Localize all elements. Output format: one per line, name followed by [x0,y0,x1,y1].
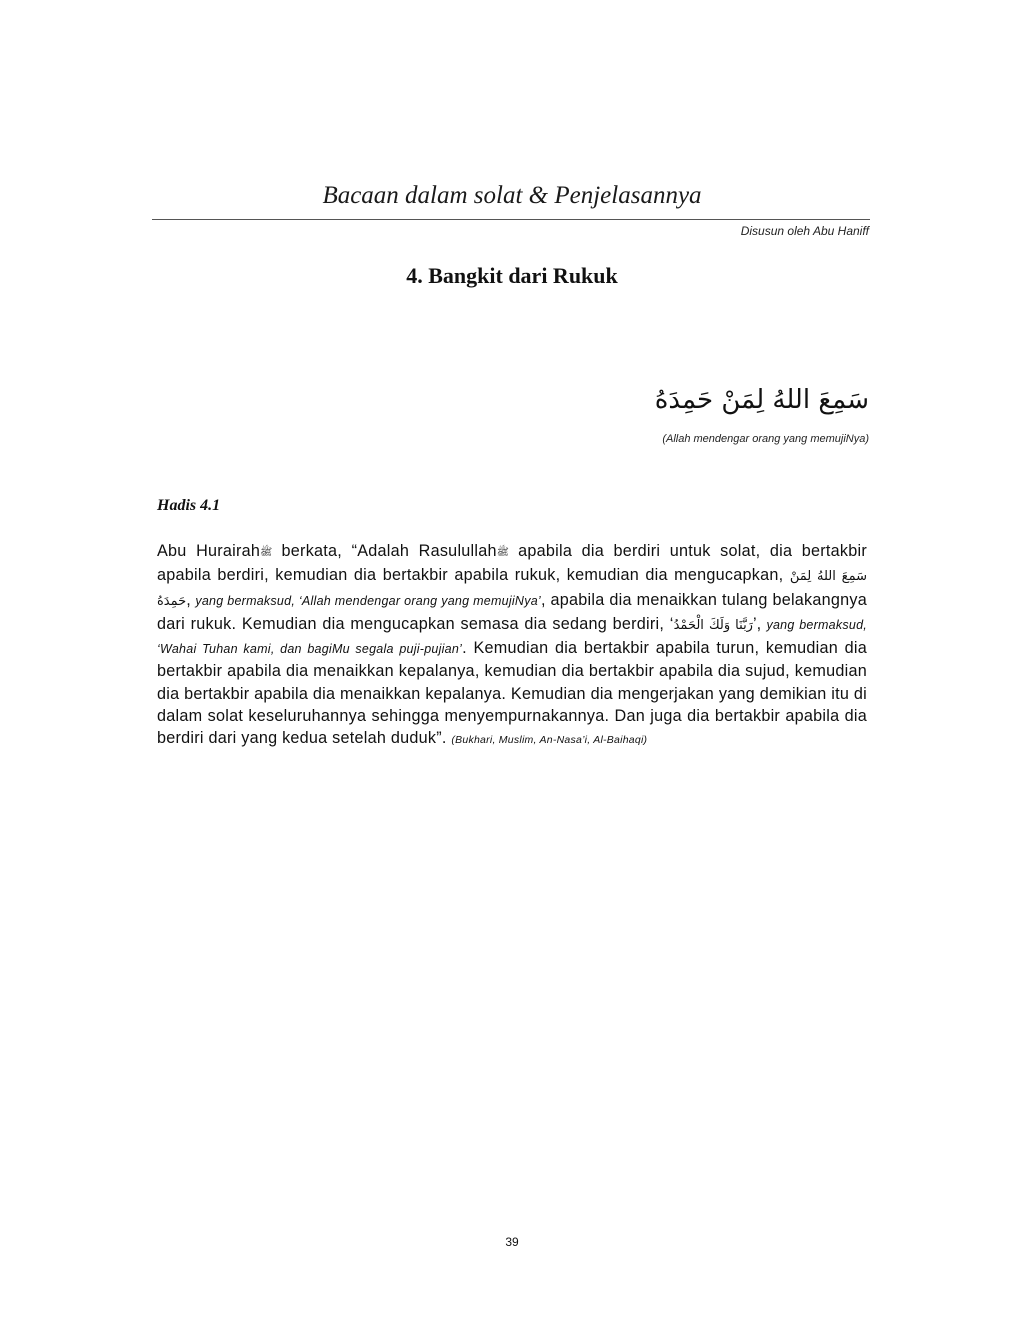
hadis-text: Abu Hurairah [157,542,261,560]
inline-translation: yang bermaksud, ‘Wahai Tuhan kami, dan bagiMu segala puji-pujian’ [157,617,868,657]
hadis-text: . Kemudian dia bertakbir apabila turun, kemudian dia bertakbir apabila dia menaikkan kepalanya, kemudian dia bertakbir apabila dia sujud, kemudian dia bertakbir apabila dia menaikkan kepalanya. Kemudian dia mengerjakan yang demikian itu di dalam solat keseluruhannya sehingga menyempurnakannya. Dan juga dia bertakbir apabila dia berdiri dari yang kedua setelah duduk”. [157,639,867,748]
arabic-inline-text: سَمِعَ اللهُ لِمَنْ حَمِدَهُ [157,569,867,609]
arabic-inline-text: رَبَّنَا وَلَكَ الْحَمْدُ [673,617,753,633]
document-header-title: Bacaan dalam solat & Penjelasannya [322,182,702,209]
honorific-glyph: ﷺ [260,547,273,558]
hadis-text: berkata, “Adalah Rasulullah [272,542,497,560]
author-credit: Disusun oleh Abu Haniff [740,224,869,238]
dua-translation: (Allah mendengar orang yang memujiNya) [662,433,869,445]
hadis-label: Hadis 4.1 [157,497,221,514]
hadis-paragraph [157,540,867,752]
section-title: 4. Bangkit dari Rukuk [406,263,618,288]
arabic-dua-text: سَمِعَ اللهُ لِمَنْ حَمِدَهُ [654,385,869,415]
hadis-text: ’, [752,614,767,633]
page-number: 39 [505,1235,519,1249]
hadis-text: apabila dia berdiri untuk solat, dia bertakbir apabila berdiri, kemudian dia bertakbir apabila rukuk, kemudian dia mengucapkan, [157,542,867,585]
honorific-glyph: ﷺ [496,547,509,558]
hadis-source: (Bukhari, Muslim, An-Nasa’i, Al-Baihaqi) [451,734,648,747]
inline-translation: yang bermaksud, ‘Allah mendengar orang yang memujiNya’ [195,593,541,608]
header-divider [152,219,870,220]
hadis-text: , [186,590,196,609]
hadis-text: , apabila dia menaikkan tulang belakangnya dari rukuk. Kemudian dia mengucapkan semasa dia sedang berdiri, ‘ [157,590,867,633]
